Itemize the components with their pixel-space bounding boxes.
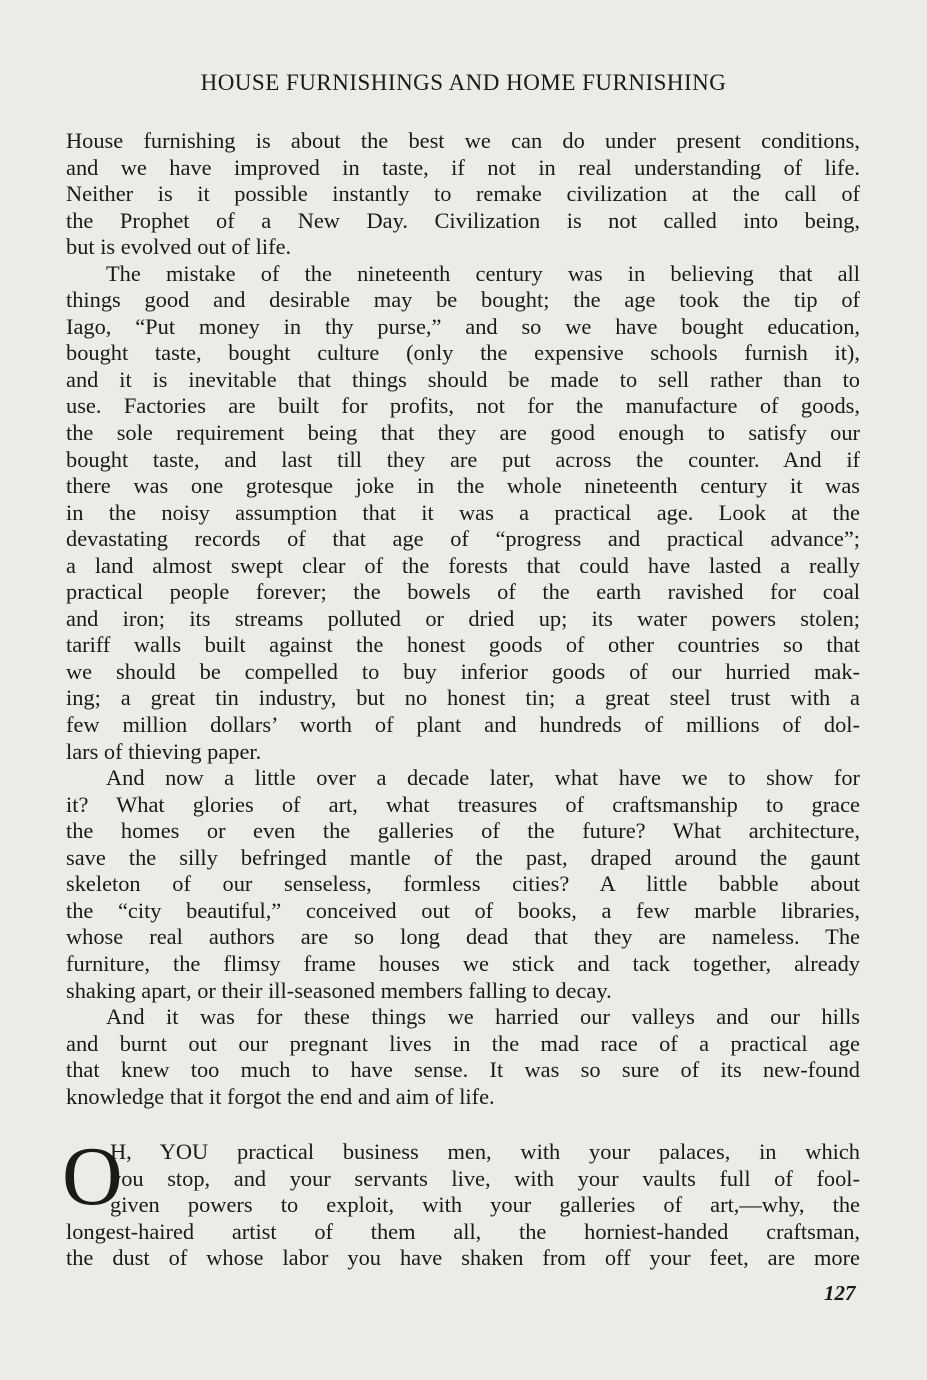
running-head: HOUSE FURNISHINGS AND HOME FURNISHING	[200, 70, 727, 95]
text-line: there was one grotesque joke in the whole nineteenth century it was	[66, 473, 860, 499]
text-line: bought taste, and last till they are put across the counter. And if	[66, 446, 860, 472]
text-line: H, YOU practical business men, with your palaces, in which	[110, 1139, 860, 1165]
text-line: a land almost swept clear of the forests that could have lasted a really	[66, 552, 860, 578]
paragraph	[66, 1004, 860, 1110]
text-line: knowledge that it forgot the end and aim of life.	[66, 1083, 495, 1109]
text-line: furniture, the flimsy frame houses we stick and tack together, already	[66, 950, 860, 976]
text-line: practical people forever; the bowels of the earth ravished for coal	[66, 579, 860, 605]
page-number: 127	[824, 1281, 856, 1305]
text-line: it? What glories of art, what treasures of craftsmanship to grace	[66, 791, 860, 817]
text-line: And now a little over a decade later, what have we to show for	[106, 765, 860, 791]
text-line: tariff walls built against the honest goods of other countries so that	[66, 632, 860, 658]
text-line: the dust of whose labor you have shaken from off your feet, are more	[66, 1245, 860, 1271]
paragraph	[66, 765, 860, 1004]
text-line: we should be compelled to buy inferior goods of our hurried mak-	[66, 658, 860, 684]
text-line: The mistake of the nineteenth century was in believing that all	[106, 260, 860, 286]
text-line: that knew too much to have sense. It was so sure of its new-found	[66, 1057, 860, 1083]
drop-cap: O	[62, 1130, 123, 1224]
drop-cap-paragraph	[62, 1130, 860, 1272]
text-line: in the noisy assumption that it was a practical age. Look at the	[66, 499, 860, 525]
text-line: longest-haired artist of them all, the horniest-handed craftsman,	[66, 1218, 860, 1244]
body-text	[62, 128, 860, 1272]
text-line: And it was for these things we harried our valleys and our hills	[106, 1004, 860, 1030]
text-line: things good and desirable may be bought; the age took the tip of	[66, 287, 860, 313]
text-line: skeleton of our senseless, formless cities? A little babble about	[66, 871, 860, 897]
text-line: shaking apart, or their ill-seasoned members falling to decay.	[66, 977, 612, 1003]
text-line: few million dollars’ worth of plant and hundreds of millions of dol-	[66, 712, 860, 738]
text-line: use. Factories are built for profits, not for the manufacture of goods,	[66, 393, 860, 419]
paragraph	[66, 261, 860, 765]
text-line: bought taste, bought culture (only the expensive schools furnish it),	[66, 340, 860, 366]
text-line: given powers to exploit, with your galleries of art,—why, the	[110, 1192, 860, 1218]
text-line: the sole requirement being that they are good enough to satisfy our	[66, 420, 860, 446]
text-line: the Prophet of a New Day. Civilization is not called into being,	[66, 207, 860, 233]
text-line: you stop, and your servants live, with your vaults full of fool-	[110, 1165, 860, 1191]
text-line: the “city beautiful,” conceived out of books, a few marble libraries,	[66, 897, 860, 923]
text-line: and iron; its streams polluted or dried up; its water powers stolen;	[66, 605, 860, 631]
text-line: and we have improved in taste, if not in real understanding of life.	[66, 154, 860, 180]
text-line: but is evolved out of life.	[66, 234, 292, 260]
text-line: lars of thieving paper.	[66, 738, 262, 764]
text-line: Neither is it possible instantly to remake civilization at the call of	[66, 181, 860, 207]
text-line: and it is inevitable that things should be made to sell rather than to	[66, 366, 860, 392]
text-line: save the silly befringed mantle of the past, draped around the gaunt	[66, 844, 860, 870]
text-line: Iago, “Put money in thy purse,” and so we have bought education,	[66, 313, 860, 339]
text-line: devastating records of that age of “progress and practical advance”;	[66, 526, 860, 552]
section-break	[66, 1110, 860, 1139]
text-line: the homes or even the galleries of the future? What architecture,	[66, 818, 860, 844]
text-line: House furnishing is about the best we can do under present conditions,	[66, 128, 860, 153]
paragraph	[66, 128, 860, 261]
text-line: whose real authors are so long dead that they are nameless. The	[66, 924, 860, 950]
text-line: ing; a great tin industry, but no honest tin; a great steel trust with a	[66, 685, 860, 711]
text-line: and burnt out our pregnant lives in the mad race of a practical age	[66, 1030, 860, 1056]
